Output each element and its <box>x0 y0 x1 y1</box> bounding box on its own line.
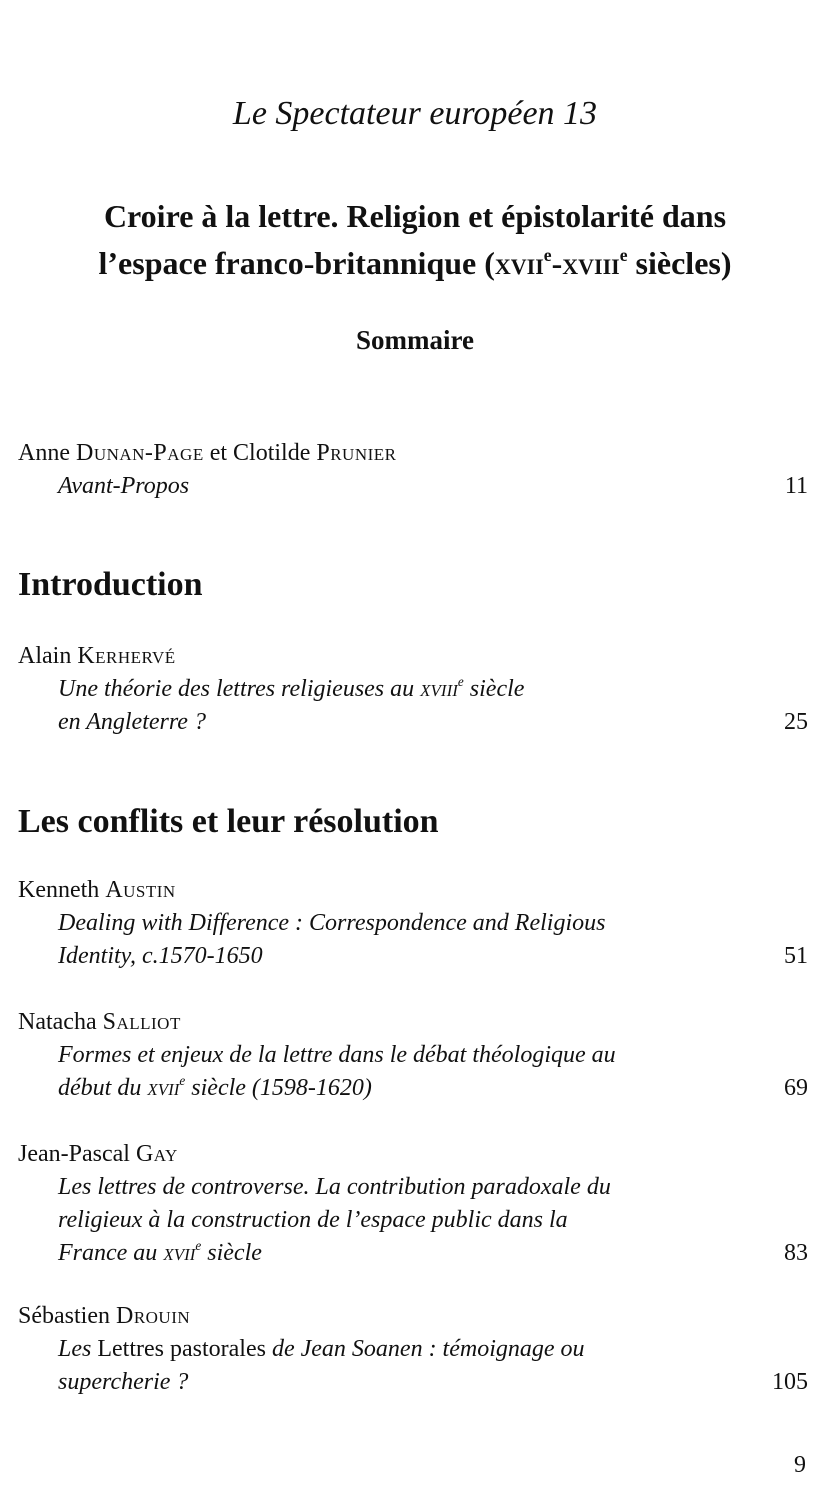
entry-title-text: siècle (1598-1620) <box>185 1075 372 1101</box>
century-numeral: xvii <box>494 245 544 281</box>
entry-title-text: siècle <box>201 1240 262 1266</box>
sommaire-heading: Sommaire <box>356 325 474 355</box>
author-last-name: Kerhervé <box>77 643 176 669</box>
toc-entry-salliot <box>18 1006 808 1105</box>
page-number: 51 <box>784 943 808 969</box>
entry-author <box>18 640 808 673</box>
book-title <box>0 193 830 287</box>
entry-title-line: Formes et enjeux de la lettre dans le débat théologique au <box>58 1042 616 1068</box>
entry-title-line: supercherie ? <box>58 1369 189 1395</box>
entry-title <box>58 673 808 739</box>
entry-authors <box>18 437 808 470</box>
author-last-name: Dunan-Page <box>75 440 204 466</box>
book-title-dash: - <box>551 245 563 281</box>
entry-title-text: de Jean Soanen : témoignage ou <box>265 1336 585 1362</box>
century-superscript: e <box>543 244 552 265</box>
entry-author <box>18 1138 808 1171</box>
author-first-name: Sébastien <box>18 1303 116 1329</box>
century-numeral: xviii <box>562 245 620 281</box>
section-heading-conflits: Les conflits et leur résolution <box>18 803 439 840</box>
author-last-name: Gay <box>135 1141 178 1167</box>
page-number: 83 <box>784 1240 808 1266</box>
author-first-name: Anne <box>18 440 76 466</box>
entry-title-line: en Angleterre ? <box>58 709 206 735</box>
entry-author <box>18 1006 808 1039</box>
entry-title-text: France au <box>58 1240 164 1266</box>
entry-title-line <box>58 673 738 706</box>
section-heading-introduction: Introduction <box>18 566 203 603</box>
author-first-name: Kenneth <box>18 877 106 903</box>
century-numeral: xvii <box>147 1075 180 1101</box>
toc-entry-kerherve <box>18 640 808 739</box>
entry-title-line <box>58 1072 738 1105</box>
page-number: 25 <box>784 709 808 735</box>
entry-title-line <box>58 1237 738 1270</box>
century-superscript: e <box>179 1073 186 1089</box>
entry-title <box>58 1333 808 1399</box>
entry-title <box>58 1039 808 1105</box>
entry-title-text: Avant-Propos <box>58 473 190 499</box>
author-conjunction: et Clotilde <box>203 440 317 466</box>
entry-title-line <box>58 1333 738 1366</box>
entry-title <box>58 907 808 973</box>
entry-title-line: Identity, c.1570-1650 <box>58 943 263 969</box>
author-last-name: Salliot <box>102 1009 181 1035</box>
entry-title-text: Une théorie des lettres religieuses au <box>58 676 421 702</box>
entry-author <box>18 1300 808 1333</box>
entry-title <box>58 1171 808 1270</box>
author-last-name: Austin <box>105 877 176 903</box>
book-title-line-1: Croire à la lettre. Religion et épistolarité dans <box>103 198 727 234</box>
folio-page-number: 9 <box>794 1452 806 1478</box>
entry-title <box>58 470 808 503</box>
book-title-text: siècles) <box>627 245 732 281</box>
author-first-name: Alain <box>18 643 78 669</box>
series-title: Le Spectateur européen 13 <box>232 95 598 132</box>
century-numeral: xvii <box>163 1240 196 1266</box>
author-first-name: Jean-Pascal <box>18 1141 136 1167</box>
entry-title-upright-text: Lettres pastorales <box>97 1336 266 1362</box>
toc-entry-gay <box>18 1138 808 1270</box>
author-last-name: Drouin <box>115 1303 191 1329</box>
book-title-text: l’espace franco-britannique ( <box>98 245 495 281</box>
century-superscript: e <box>619 244 628 265</box>
author-first-name: Natacha <box>18 1009 103 1035</box>
page-number: 105 <box>772 1369 808 1395</box>
entry-title-line: religieux à la construction de l’espace public dans la <box>58 1207 568 1233</box>
book-title-line-2 <box>0 240 830 287</box>
entry-title-line: Dealing with Difference : Correspondence and Religious <box>58 910 606 936</box>
page-number: 11 <box>784 473 808 499</box>
toc-entry-austin <box>18 874 808 973</box>
toc-entry-drouin <box>18 1300 808 1399</box>
author-last-name: Prunier <box>316 440 397 466</box>
entry-title-text: Les <box>58 1336 98 1362</box>
century-numeral: xviii <box>420 676 458 702</box>
entry-title-line: Les lettres de controverse. La contribution paradoxale du <box>58 1174 611 1200</box>
entry-author <box>18 874 808 907</box>
entry-title-text: siècle <box>463 676 525 702</box>
century-superscript: e <box>457 674 464 690</box>
entry-title-text: début du <box>58 1075 148 1101</box>
century-superscript: e <box>195 1238 202 1254</box>
toc-entry-avant-propos <box>18 437 808 503</box>
page-number: 69 <box>784 1075 808 1101</box>
